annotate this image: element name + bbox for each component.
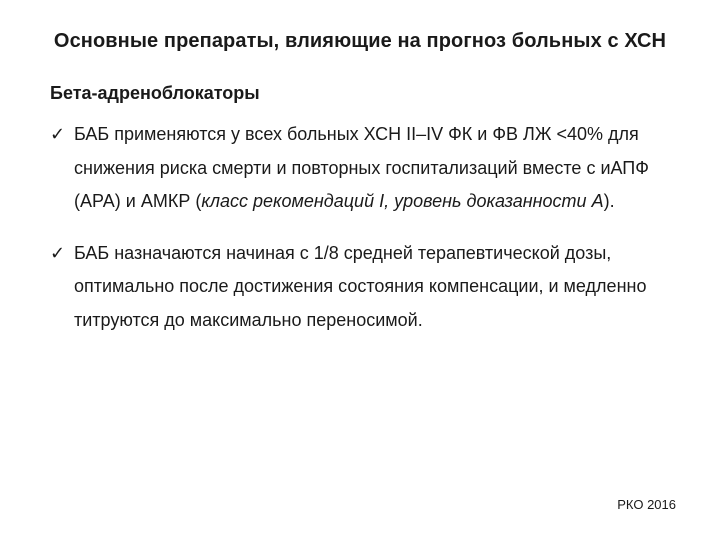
footer-source: РКО 2016 xyxy=(617,497,676,512)
bullet-text-end: ). xyxy=(603,191,615,211)
bullet-list xyxy=(50,118,690,355)
bullet-text: БАБ применяются у всех больных ХСН II–IV ФК и ФВ ЛЖ <40% для снижения риска смерти и повторных госпитализаций вместе с иАПФ (АРА) и АМКР ( xyxy=(74,124,649,211)
check-icon: ✓ xyxy=(50,124,66,145)
slide-title: Основные препараты, влияющие на прогноз больных с ХСН xyxy=(53,30,667,52)
check-icon: ✓ xyxy=(50,242,66,264)
bullet-text-italic: класс рекомендаций I, уровень доказанности А xyxy=(201,191,604,211)
bullet-item xyxy=(50,237,690,338)
slide-subtitle: Бета-адреноблокаторы xyxy=(50,83,260,103)
bullet-item xyxy=(50,118,690,219)
bullet-text: БАБ назначаются начиная с 1/8 средней терапевтической дозы, оптимально после достижения состояния компенсации, и медленно титруются до максимально переносимой. xyxy=(74,242,647,330)
